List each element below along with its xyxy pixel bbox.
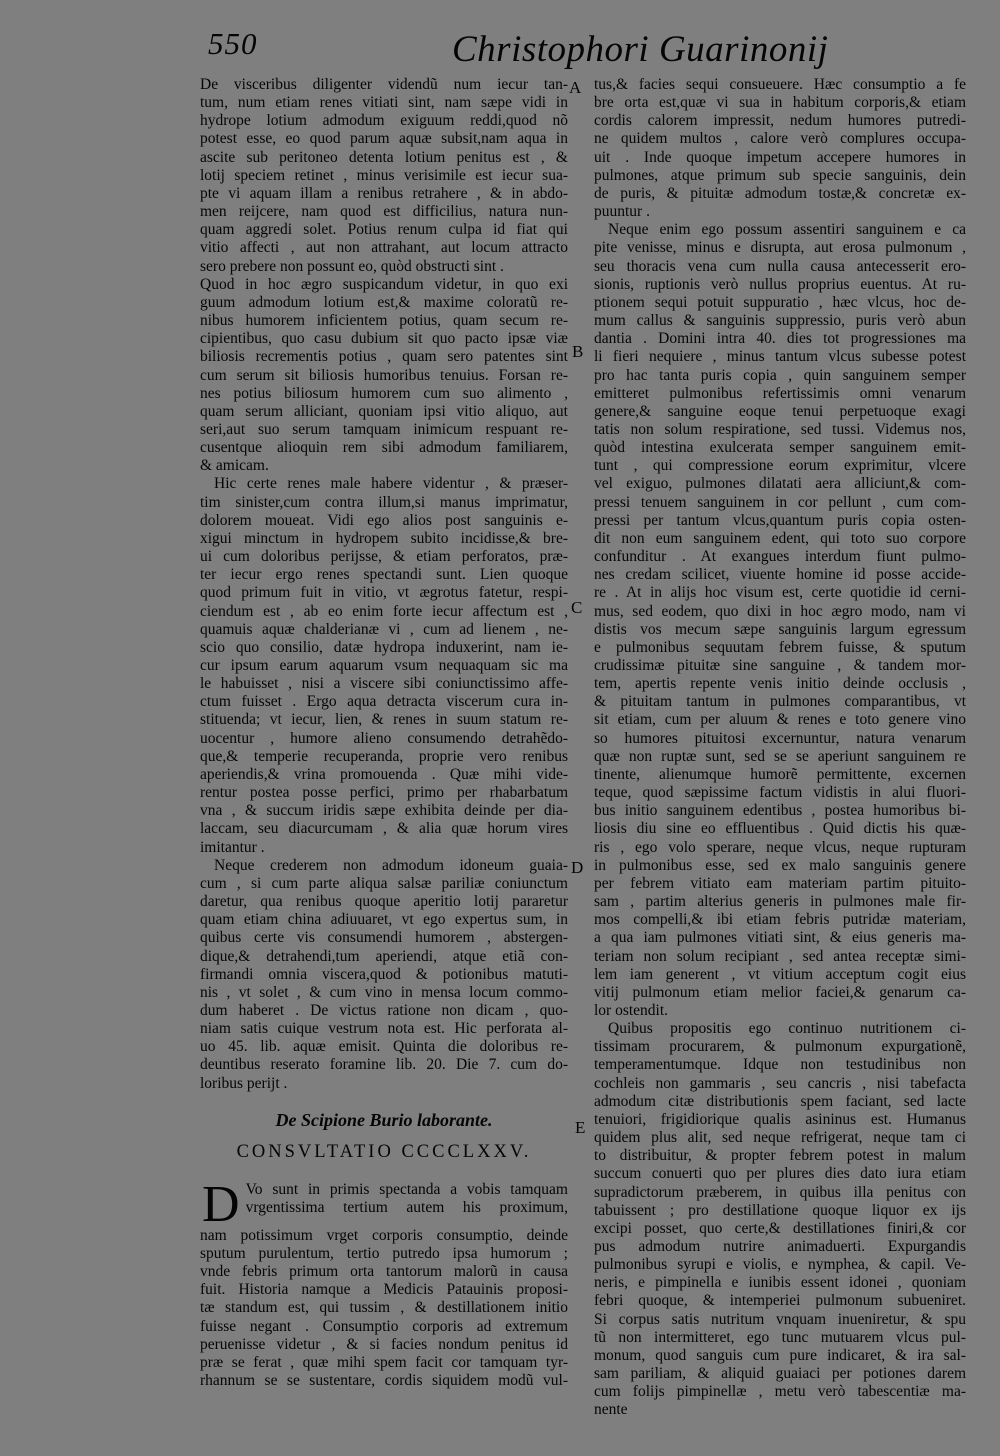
text-line: guum admodum lotium est,& maxime coloratũ re- <box>200 293 568 311</box>
text-line: sam pariliam, & aliquid guaiaci per potiones darem <box>594 1365 966 1383</box>
text-line: men reijcere, nam quod est difficilius, natura nun- <box>200 203 568 221</box>
margin-letter-b: B <box>572 342 584 361</box>
text-line: nis , vt solet , & cum vino in mensa locum commo- <box>200 983 568 1001</box>
text-line: seu thoracis vena cum nulla causa antecesserit ero- <box>594 257 966 275</box>
text-line: dolorem moueat. Vidi ego alios post sanguinis e- <box>200 511 568 529</box>
text-line: excipi posset, quo certe,& destillationes finiri,& cor <box>594 1219 966 1237</box>
text-line: vitij pulmonum etiam melior faciei,& genarum ca- <box>594 983 966 1001</box>
text-line: pte vi aquam illam a renibus retrahere , & in abdo- <box>200 184 568 202</box>
text-line: pro hac tanta puris copia , quin sanguinem semper <box>594 366 966 384</box>
text-line: quam serum alliciant, quoniam ipsi vitio aliquo, aut <box>200 402 568 420</box>
text-line: crudissimæ pituitæ sine sanguine , & tandem mor- <box>594 657 966 674</box>
text-line: Vo sunt in primis spectanda a vobis tamquam <box>245 1180 568 1198</box>
text-line: xigui minctum in hydropem subito incidisse,& bre- <box>200 529 568 547</box>
text-line: pressi per tantum vlcus,quantum puris copia osten- <box>594 511 966 529</box>
text-line: per febrem vitiato eam materiam partim pituito- <box>594 874 966 892</box>
text-line: in pulmonibus esse, sed ex malo sanguinis genere <box>594 856 966 874</box>
text-line: quam aggredi solet. Potius renum culpa id fiat qui <box>200 221 568 239</box>
text-line: hydrope lotium admodum exiguum reddi,quod nõ <box>200 112 568 130</box>
text-line: nes potius biliosum humorem cum suo alimento , <box>200 384 568 402</box>
text-line: cordis calorem impressit, nedum humores putredi- <box>594 112 966 130</box>
left-paragraph-5-body <box>200 1227 568 1390</box>
text-line: pressi tenuem sanguinem in cor pellunt , cum com- <box>594 493 966 511</box>
text-line: vna , & succum iridis sæpe exhibita deinde per dia- <box>200 802 568 820</box>
text-line: dantia . Domini intra 40. dies tot progressiones ma <box>594 330 966 348</box>
text-line: fuisse negant . Consumptio corporis ad extremum <box>200 1317 568 1335</box>
left-paragraph-3 <box>200 475 568 856</box>
text-line: cusentque alioquin rem sibi admodum familiarem, <box>200 439 568 457</box>
text-line: vrgentissima tertium autem his proximum, <box>245 1198 568 1216</box>
text-line: sero prebere non possunt eo, quòd obstructi sint . <box>200 257 504 275</box>
text-line: laccam, seu diacurcumam , & alia quæ horum vires <box>200 820 568 838</box>
text-line: mum callus & sanguinis suppressio, puris verò abun <box>594 312 966 330</box>
text-line: sputum purulentum, tertio putredo ipsa humorum ; <box>200 1244 568 1262</box>
text-line: lor ostendit. <box>594 1001 669 1019</box>
text-line: le habuisset , nisi a viscere sibi coniunctissimo affe- <box>200 675 568 693</box>
text-line: sionis, ruptionis verò nullus proprius euentus. At ru- <box>594 275 966 293</box>
text-line: & amicam. <box>200 457 269 475</box>
page-number: 550 <box>208 26 258 61</box>
text-line: sit etiam, cum per aluum & renes e toto genere vino <box>594 711 966 729</box>
text-line: Neque enim ego possum assentiri sanguinem e ca <box>608 221 966 239</box>
text-line: lotij speciem retinet , minus verisimile est iecur sua- <box>200 166 568 184</box>
text-line: febri quoque, & intemperiei pulmonum subueniret. <box>594 1292 966 1310</box>
text-line: pulmonibus syrupi e violis, e nymphea, & capil. Ve- <box>594 1256 966 1274</box>
text-line: mus, sed eodem, quo dixi in hoc ægro modo, nam vi <box>594 602 966 620</box>
text-line: uo 45. lib. aquæ emisit. Quinta die doloribus re- <box>200 1038 568 1056</box>
text-line: to distribuitur, & propter febrem potest in malum <box>594 1147 966 1165</box>
text-line: pus admodum nutrire animaduerti. Expurgandis <box>594 1238 966 1255</box>
text-line: so humores pituitosi excernuntur, natura venarum <box>594 729 966 747</box>
running-head: Christophori Guarinonij <box>452 29 829 70</box>
text-line: supradictorum præberem, in quibus illa penitus con <box>594 1183 966 1201</box>
text-line: dique,& detrahendi,tum aperiendi, atque etiã con- <box>200 947 568 965</box>
text-line: rhannum se se sustentare, cordis siquidem modũ vul- <box>200 1372 568 1389</box>
text-line: succum conuerti quo per plures dies dato iura etiam <box>594 1165 966 1183</box>
text-line: loribus perijt . <box>200 1074 288 1092</box>
text-line: temperamentumque. Idque non testudinibus non <box>594 1056 966 1074</box>
text-line: emitteret pulmonibus refertissimis omni venarum <box>594 384 966 402</box>
text-line: ris , ego volo sperare, neque vlcus, neque rupturam <box>594 838 966 856</box>
text-line: Quod in hoc ægro suspicandum videtur, in quo exi <box>200 275 568 293</box>
text-line: aperiendis,& vrina promouenda . Quæ mihi vide- <box>200 765 568 783</box>
text-line: quod primum fuit in vitio, vt ægrotus fatetur, respi- <box>200 584 568 602</box>
drop-cap: D <box>202 1175 240 1233</box>
text-line: biliosis recrementis potius , quam sero patentes sint <box>200 348 568 366</box>
text-line: Neque crederem non admodum idoneum guaia- <box>214 856 568 874</box>
text-line: tæ standum est, qui tussim , & destillationem initio <box>200 1299 568 1317</box>
text-line: daretur, qua renibus quoque aperitio lotij pararetur <box>200 893 568 911</box>
text-line: uit . Inde quoque impetum accepere humores in <box>594 148 966 166</box>
text-line: nente <box>594 1401 628 1419</box>
left-paragraph-5 <box>200 1175 568 1390</box>
margin-letter-c: C <box>571 598 583 617</box>
text-line: ciendum est , ab eo enim forte iecur affectum est , <box>200 602 568 620</box>
right-paragraph-3 <box>594 1020 966 1419</box>
text-line: confunditur . At exangues interdum fiunt pulmo- <box>594 548 966 566</box>
text-line: ter iecur ergo renes spectandi sunt. Lien quoque <box>200 566 568 584</box>
text-line: tem, apertis repente venis initio deinde occlusis , <box>594 675 966 693</box>
margin-letter-d: D <box>571 858 584 877</box>
text-line: tenuiori, frigidiorique qualis asininus est. Humanus <box>594 1110 966 1128</box>
text-line: re . At in alijs hoc visum est, certe quotidie id cerni- <box>594 584 966 602</box>
right-paragraph-1 <box>594 76 966 221</box>
text-line: tum, num etiam renes vitiati sint, nam sæpe vidi in <box>200 94 568 112</box>
text-line: Si corpus satis nutritum vnquam inueniretur, & spu <box>594 1310 966 1328</box>
text-line: pulmones, atque primum sub specie sanguinis, dein <box>594 166 966 184</box>
text-line: peruenisse videtur , & si facies nondum penitus id <box>200 1335 568 1353</box>
text-line: scio quo consilio, datæ hydropa induxerint, nam ie- <box>200 638 568 656</box>
text-line: Quibus propositis ego continuo nutritionem ci- <box>608 1020 966 1038</box>
text-line: teriam non solum recipiant , sed antea receptæ simi- <box>594 947 966 965</box>
text-line: li fieri nequiere , minus tantum vlcus subesse potest <box>594 348 966 366</box>
drop-cap-lines <box>200 1181 568 1217</box>
text-line: uocentur , humore alieno consumendo detrahẽdo- <box>200 729 568 747</box>
left-paragraph-4 <box>200 857 568 1093</box>
text-line: præ se ferat , quæ mihi spem facit cor tamquam tyr- <box>200 1353 568 1371</box>
text-line: ctum fuisset . Ergo aqua detracta viscerum cura in- <box>200 693 568 711</box>
text-line: ui cum doloribus perijsse, & etiam perforatos, præ- <box>200 548 568 566</box>
right-paragraph-2 <box>594 221 966 1020</box>
margin-letter-e: E <box>575 1118 586 1137</box>
text-line: nes credam scilicet, viuente homine id posse accide- <box>594 566 966 584</box>
text-line: cochleis non gammaris , seu cancris , nisi tabefacta <box>594 1074 966 1092</box>
text-line: tatis non solum respiratione, sed tussi. Videmus nos, <box>594 420 966 438</box>
text-line: que,& temperie recuperanda, proprie vero renibus <box>200 747 568 765</box>
left-paragraph-1 <box>200 76 568 276</box>
text-line: dit non eum sanguinem edent, qui toto suo corpore <box>594 529 966 547</box>
text-line: monum, quod sanguis cum pure indicaret, & ira sal- <box>594 1346 966 1364</box>
text-line: quibus certe vis consumendi humorem , abstergen- <box>200 929 568 947</box>
text-line: imitantur . <box>200 838 265 856</box>
text-line: quidem plus alit, sed neque refrigerat, neque tam ci <box>594 1129 966 1147</box>
text-line: tabuissent ; pro destillatione quoque liquor ex ijs <box>594 1201 966 1219</box>
text-line: deuntibus reserato foramine lib. 20. Die 7. cum do- <box>200 1056 568 1074</box>
consultation-number: CONSVLTATIO CCCCLXXV. <box>236 1141 532 1162</box>
text-line: tunt , qui compressione eorum exprimitur, vlcere <box>594 457 966 475</box>
text-line: ne quidem multos , calore verò complures occupa- <box>594 130 966 148</box>
text-line: tim sinister,cum contra illum,si manus imprimatur, <box>200 493 568 511</box>
text-line: ptionem sequi potuit suppuratio , hæc vlcus, hoc de- <box>594 293 966 311</box>
text-line: tinente, alienumque humorẽ permittente, excernen <box>594 765 966 783</box>
text-line: potest esse, eo quod parum aquæ subsit,nam aqua in <box>200 130 568 148</box>
text-line: cur ipsum earum aquarum vsum nequaquam sic ma <box>200 657 568 674</box>
text-line: neris, e pimpinella e iunibis essent idonei , quoniam <box>594 1274 966 1292</box>
left-paragraph-2 <box>200 276 568 476</box>
text-line: e pulmonibus sequutam febrem fuisse, & sputum <box>594 638 966 656</box>
text-line: quamuis aquæ chalderianæ vi , cum ad lienem , ne- <box>200 620 568 638</box>
text-line: quòd intestina exulcerata semper sanguinem emit- <box>594 439 966 457</box>
text-line: cum , si cum parte aliqua salsæ pariliæ coniunctum <box>200 874 568 892</box>
text-line: Hic certe renes male habere videntur , & præser- <box>214 475 568 493</box>
text-line: seri,aut suo serum tamquam inimicum respuant re- <box>200 420 568 438</box>
text-line: bre orta est,quæ vi sua in habitum corporis,& etiam <box>594 94 966 112</box>
text-line: stituenda; vt iecur, lien, & renes in suum statum re- <box>200 711 568 729</box>
text-line: lem iam generent , vt vitium acceptum cogit eius <box>594 965 966 983</box>
text-line: dum haberet . De victus ratione non dicam , quo- <box>200 1001 568 1019</box>
consultation-subheading: De Scipione Burio laborante. <box>275 1109 493 1130</box>
text-line: tissimam procurarem, & pulmonum expurgationẽ, <box>594 1038 966 1056</box>
text-line: firmandi omnia viscera,quod & potionibus matuti- <box>200 965 568 983</box>
text-line: nam potissimum vrget corporis consumptio, deinde <box>200 1226 568 1244</box>
text-line: nibus humorem inficientem potius, quam secum re- <box>200 312 568 330</box>
text-line: cipientibus, quo casu dubium sit quo pacto ipsæ viæ <box>200 330 568 348</box>
text-line: puuntur . <box>594 203 650 221</box>
text-line: vnde febris primum orta tantorum malorũ in causa <box>200 1263 568 1281</box>
text-line: quæ non ruptæ sunt, sed se se aperiunt sanguinem re <box>594 747 966 765</box>
text-line: vitio affecti , aut non attrahant, aut locum attracto <box>200 239 568 257</box>
text-line: vel exiguo, pulmones dilatati aera alliciunt,& com- <box>594 475 966 493</box>
text-line: quam etiam china adiuuaret, vt ego expertus sum, in <box>200 911 568 929</box>
text-line: sam , partim alterius generis in pulmones male fir- <box>594 893 966 911</box>
text-line: fuit. Historia namque a Medicis Patauinis proposi- <box>200 1281 568 1299</box>
text-line: & pituitam tantum in pulmones comparantibus, vt <box>594 693 966 711</box>
text-line: pite venisse, minus e disrupta, aut erosa pulmonum , <box>594 239 966 257</box>
text-line: de puris, & pituitæ admodum tostæ,& concretæ ex- <box>594 184 966 202</box>
right-column <box>594 76 966 1420</box>
text-line: liosis diu sine eo effluentibus . Quid dictis his quæ- <box>594 820 966 838</box>
text-line: tus,& facies sequi consueuere. Hæc consumptio a fe <box>594 76 966 93</box>
text-line: cum serum sit biliosis humoribus tenuius. Forsan re- <box>200 366 568 384</box>
text-line: ascite sub peritoneo detenta lotium penitus est , & <box>200 148 568 166</box>
text-line: a qua iam pulmones vitiati sint, & eius generis ma- <box>594 929 966 947</box>
text-line: De visceribus diligenter videndũ num iecur tan- <box>200 76 568 93</box>
text-line: mos compelli,& ibi etiam febris putridæ materiam, <box>594 911 966 929</box>
text-line: cum folijs pimpinellæ , metu verò tabescentiæ ma- <box>594 1383 966 1401</box>
text-line: niam satis cuique vestrum nota est. Hic perforata al- <box>200 1020 568 1038</box>
text-line: admodum citæ distributionis spem faciant, sed lacte <box>594 1092 966 1110</box>
text-line: rentur postea posse perfici, primo per rhabarbatum <box>200 784 568 802</box>
text-line: teque, quod sæpissime factum vidistis in alui fluori- <box>594 784 966 802</box>
text-line: tũ non intermitteret, ego tunc mutuarem vlcus pul- <box>594 1328 966 1346</box>
text-line: bus initio sanguinem edentibus , postea humoribus bi- <box>594 802 966 820</box>
text-line: distis vos mecum sæpe sanguinis largum egressum <box>594 620 966 638</box>
margin-letter-a: A <box>569 78 582 97</box>
text-line: genere,& sanguine eoque tenui perpetuoque exagi <box>594 402 966 420</box>
left-column <box>200 76 568 1390</box>
